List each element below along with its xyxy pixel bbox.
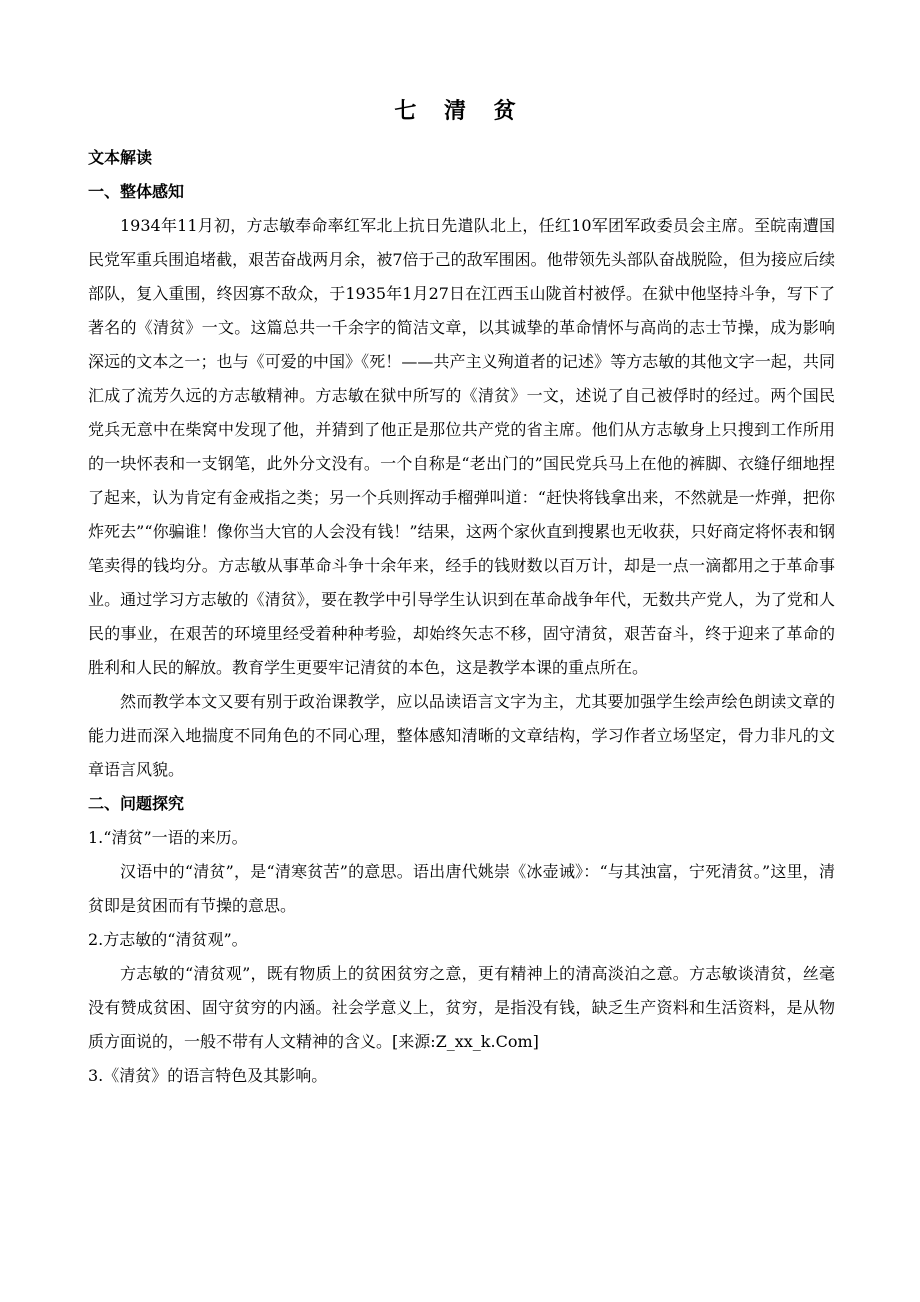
section-heading: 文本解读 xyxy=(88,148,153,167)
question-1-label: 1.“清贫”一语的来历。 xyxy=(88,828,248,847)
question-2-label: 2.方志敏的“清贫观”。 xyxy=(88,930,248,949)
question-3-label: 3.《清贫》的语言特色及其影响。 xyxy=(88,1066,328,1085)
part1-paragraph-1: 1934年11月初，方志敏奉命率红军北上抗日先遣队北上，任红10军团军政委员会主席。至皖南遭国民党军重兵围追堵截，艰苦奋战两月余，被7倍于己的敌军围困。他带领先头部队奋战脱险，但为接应后续部队，复入重围，终因寡不敌众，于1935年1月27日在江西玉山陇首村被俘。在狱中他坚持斗争，写下了著名的《清贫》一文。这篇总共一千余字的简洁文章，以其诚挚的革命情怀与高尚的志士节操，成为影响深远的文本之一；也与《可爱的中国》《死！——共产主义殉道者的记述》等方志敏的其他文字一起，共同汇成了流芳久远的方志敏精神。方志敏在狱中所写的《清贫》一文，述说了自己被俘时的经过。两个国民党兵无意中在柴窝中发现了他，并猜到了他正是那位共产党的省主席。他们从方志敏身上只搜到工作所用的一块怀表和一支钢笔，此外分文没有。一个自称是“老出门的”国民党兵马上在他的裤脚、衣缝仔细地捏了起来，认为肯定有金戒指之类；另一个兵则挥动手榴弹叫道：“赶快将钱拿出来，不然就是一炸弹，把你炸死去”“你骗谁！像你当大官的人会没有钱！”结果，这两个家伙直到搜累也无收获，只好商定将怀表和钢笔卖得的钱均分。方志敏从事革命斗争十余年来，经手的钱财数以百万计，却是一点一滴都用之于革命事业。通过学习方志敏的《清贫》，要在教学中引导学生认识到在革命战争年代，无数共产党人，为了党和人民的事业，在艰苦的环境里经受着种种考验，却始终矢志不移，固守清贫，艰苦奋斗，终于迎来了革命的胜利和人民的解放。教育学生更要牢记清贫的本色，这是教学本课的重点所在。 xyxy=(88,216,835,677)
question-2-answer: 方志敏的“清贫观”，既有物质上的贫困贫穷之意，更有精神上的清高淡泊之意。方志敏谈清贫，丝毫没有赞成贫困、固守贫穷的内涵。社会学意义上，贫穷，是指没有钱，缺乏生产资料和生活资料，是从物质方面说的，一般不带有人文精神的含义。[来源:Z_xx_k.Com] xyxy=(88,964,835,1051)
question-1-answer: 汉语中的“清贫”，是“清寒贫苦”的意思。语出唐代姚崇《冰壶诫》：“与其浊富，宁死清贫。”这里，清贫即是贫困而有节操的意思。 xyxy=(88,862,835,915)
part1-heading: 一、整体感知 xyxy=(88,182,185,201)
part2-heading: 二、问题探究 xyxy=(88,794,185,813)
part1-paragraph-2: 然而教学本文又要有别于政治课教学，应以品读语言文字为主，尤其要加强学生绘声绘色朗读文章的能力进而深入地揣度不同角色的不同心理，整体感知清晰的文章结构，学习作者立场坚定，骨力非凡的文章语言风貌。 xyxy=(88,692,835,779)
page-title: 七 清 贫 xyxy=(394,99,526,124)
document-body xyxy=(88,141,835,1093)
